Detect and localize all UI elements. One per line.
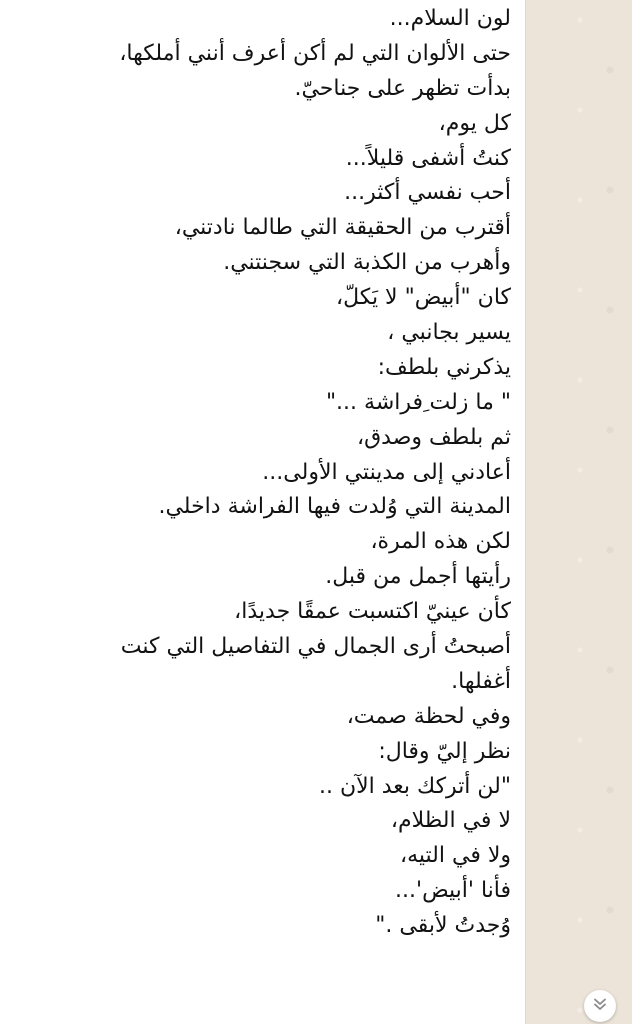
message-line: وأهرب من الكذبة التي سجنتني. — [223, 250, 511, 276]
message-line: كل يوم، — [438, 110, 511, 136]
message-line: ولا في التيه، — [400, 843, 511, 869]
message-line: وُجدتُ لأبقى ." — [375, 913, 511, 939]
message-line: أغفلها. — [451, 668, 511, 694]
message-line: أحب نفسي أكثر... — [344, 180, 511, 206]
message-line: حتى الألوان التي لم أكن أعرف أنني أملكها، — [119, 40, 511, 66]
message-line: يذكرني بلطف: — [377, 354, 511, 380]
message-line: لون السلام... — [389, 6, 511, 31]
message-line: يسير بجانبي ، — [387, 320, 511, 346]
message-line: لكن هذه المرة، — [370, 529, 511, 555]
message-line: كان "أبيض" لا يَكلّ، — [336, 285, 511, 311]
scroll-to-bottom-button[interactable] — [584, 990, 616, 1022]
message-line: لا في الظلام، — [390, 808, 511, 834]
message-line: أعادني إلى مدينتي الأولى... — [262, 459, 511, 485]
message-line: فأنا 'أبيض'... — [395, 878, 511, 904]
message-line: أقترب من الحقيقة التي طالما نادتني، — [174, 215, 511, 241]
message-line: وفي لحظة صمت، — [346, 703, 511, 729]
message-line: "لن أتركك بعد الآن .. — [318, 773, 511, 799]
message-line: نظر إليّ وقال: — [378, 738, 511, 764]
message-line: بدأت تظهر على جناحيّ. — [294, 75, 511, 101]
message-line: رأيتها أجمل من قبل. — [325, 564, 511, 590]
message-line: المدينة التي وُلدت فيها الفراشة داخلي. — [158, 494, 511, 520]
message-line: ثم بلطف وصدق، — [357, 424, 511, 450]
message-line: أصبحتُ أرى الجمال في التفاصيل التي كنت — [120, 634, 511, 660]
message-line: كنتُ أشفى قليلاً... — [345, 145, 511, 171]
message-text — [11, 2, 511, 944]
message-line: كأن عينيّ اكتسبت عمقًا جديدًا، — [234, 599, 511, 625]
message-line: " ما زلت ِفراشة ..." — [325, 389, 511, 415]
double-chevron-down-icon — [592, 996, 608, 1017]
